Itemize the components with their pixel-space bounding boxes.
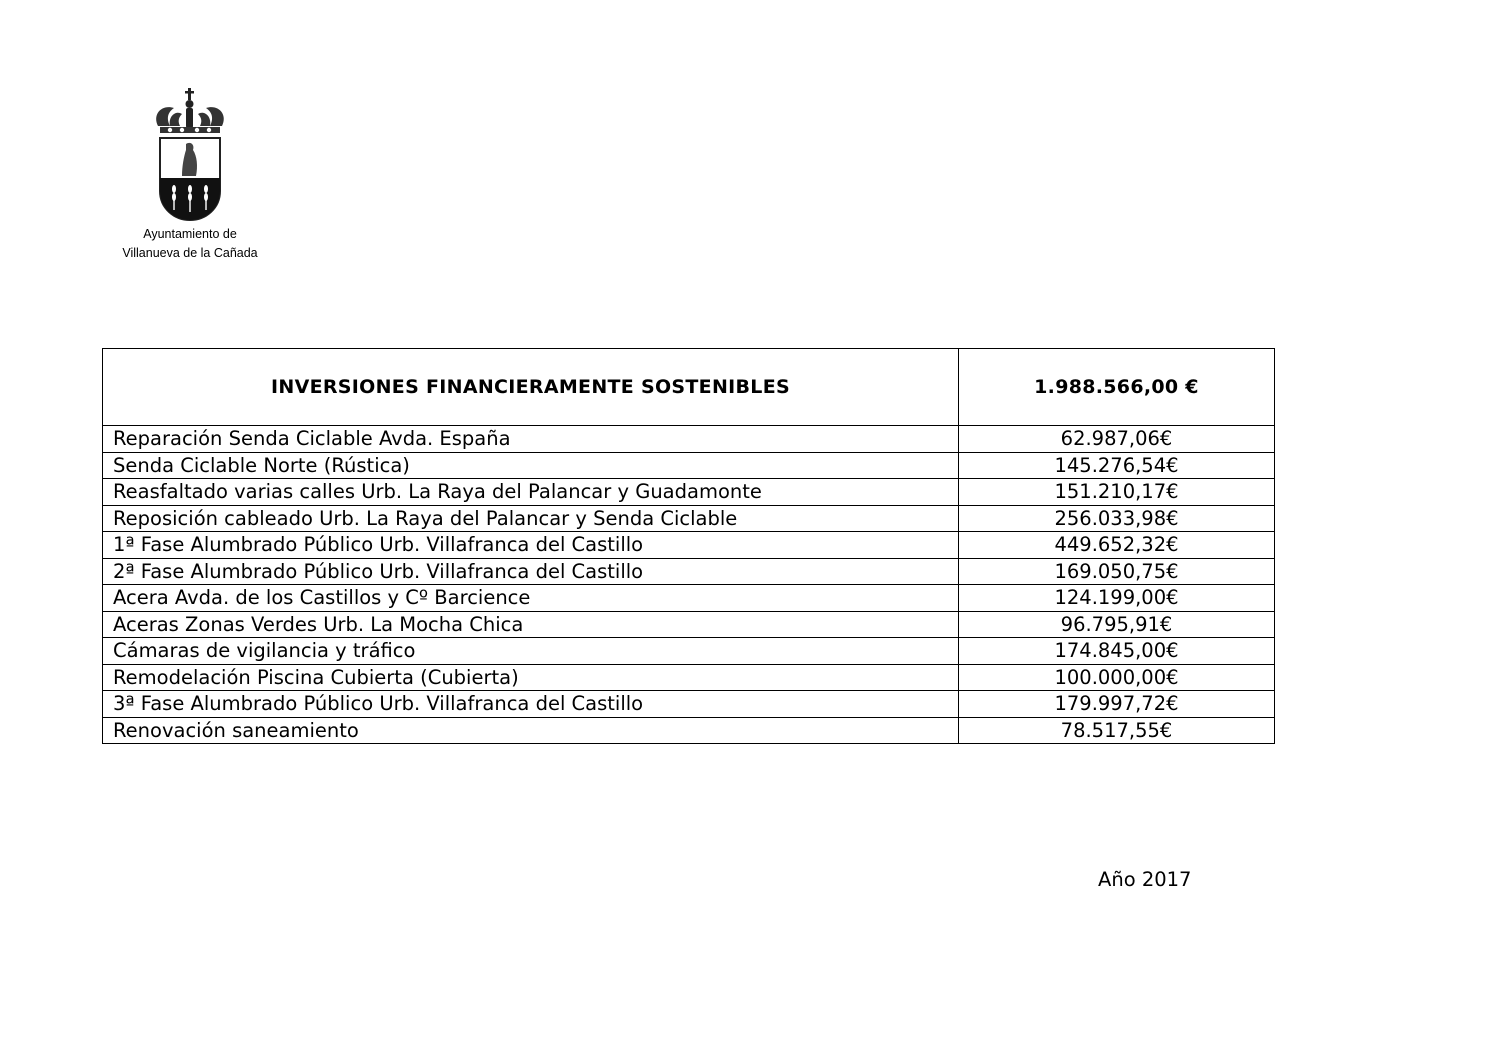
municipal-logo <box>100 86 280 262</box>
row-amount: 174.845,00€ <box>959 638 1275 665</box>
row-description: Acera Avda. de los Castillos y Cº Barcience <box>103 585 959 612</box>
row-description: Reasfaltado varias calles Urb. La Raya del Palancar y Guadamonte <box>103 479 959 506</box>
table-row <box>103 664 1275 691</box>
row-amount: 256.033,98€ <box>959 505 1275 532</box>
org-name-line2: Villanueva de la Cañada <box>122 246 258 260</box>
row-amount: 151.210,17€ <box>959 479 1275 506</box>
table-row <box>103 452 1275 479</box>
row-description: Senda Ciclable Norte (Rústica) <box>103 452 959 479</box>
table-header-row <box>103 349 1275 426</box>
row-description: Aceras Zonas Verdes Urb. La Mocha Chica <box>103 611 959 638</box>
row-amount: 449.652,32€ <box>959 532 1275 559</box>
coat-of-arms-icon <box>150 86 230 224</box>
row-amount: 78.517,55€ <box>959 717 1275 744</box>
table-row <box>103 505 1275 532</box>
table-row <box>103 426 1275 453</box>
row-amount: 145.276,54€ <box>959 452 1275 479</box>
table-row <box>103 558 1275 585</box>
table-row <box>103 479 1275 506</box>
investments-table <box>102 348 1275 744</box>
table-row <box>103 532 1275 559</box>
row-amount: 100.000,00€ <box>959 664 1275 691</box>
table-total: 1.988.566,00 € <box>959 349 1275 426</box>
row-amount: 96.795,91€ <box>959 611 1275 638</box>
row-amount: 62.987,06€ <box>959 426 1275 453</box>
table-row <box>103 638 1275 665</box>
row-description: Reposición cableado Urb. La Raya del Palancar y Senda Ciclable <box>103 505 959 532</box>
table-row <box>103 717 1275 744</box>
row-amount: 169.050,75€ <box>959 558 1275 585</box>
year-label: Año 2017 <box>1098 868 1192 891</box>
row-description: 2ª Fase Alumbrado Público Urb. Villafranca del Castillo <box>103 558 959 585</box>
table-row <box>103 611 1275 638</box>
row-description: Remodelación Piscina Cubierta (Cubierta) <box>103 664 959 691</box>
row-description: Cámaras de vigilancia y tráfico <box>103 638 959 665</box>
table-row <box>103 691 1275 718</box>
row-description: 1ª Fase Alumbrado Público Urb. Villafranca del Castillo <box>103 532 959 559</box>
row-description: 3ª Fase Alumbrado Público Urb. Villafranca del Castillo <box>103 691 959 718</box>
row-amount: 124.199,00€ <box>959 585 1275 612</box>
row-amount: 179.997,72€ <box>959 691 1275 718</box>
table-title: INVERSIONES FINANCIERAMENTE SOSTENIBLES <box>103 349 959 426</box>
org-name-line1: Ayuntamiento de <box>143 227 237 241</box>
row-description: Reparación Senda Ciclable Avda. España <box>103 426 959 453</box>
table-row <box>103 585 1275 612</box>
row-description: Renovación saneamiento <box>103 717 959 744</box>
